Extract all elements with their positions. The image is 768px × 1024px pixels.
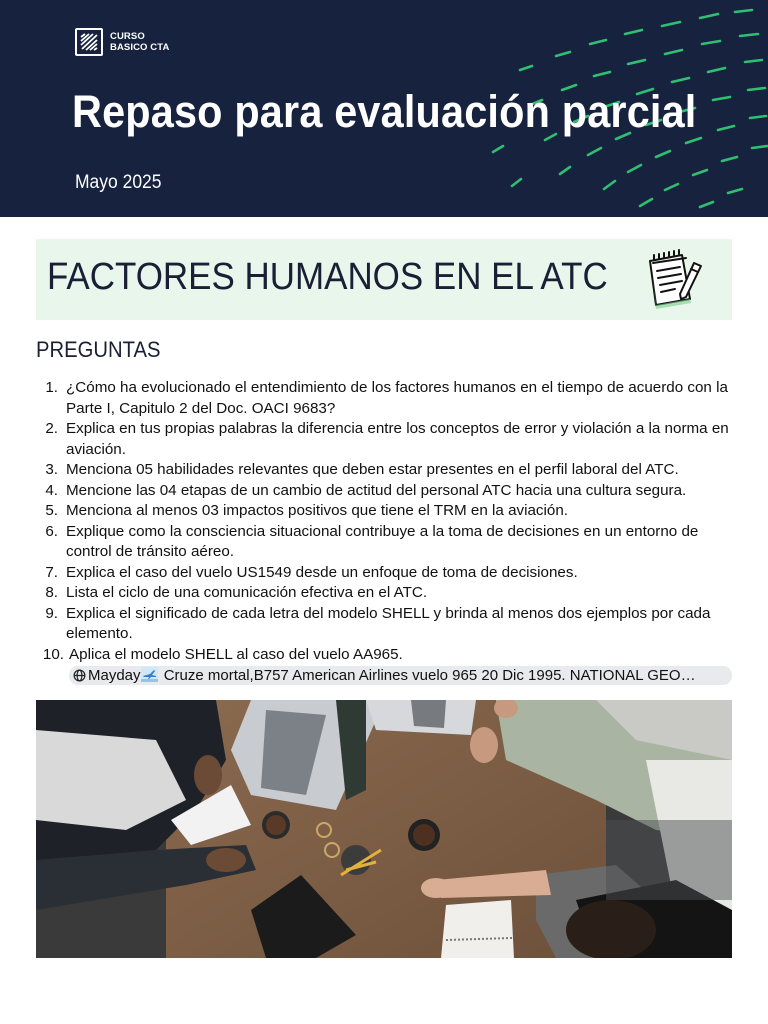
item-number: 2.: [45, 420, 58, 437]
list-item: [36, 419, 736, 460]
list-item: [36, 645, 736, 666]
item-number: 6.: [45, 522, 58, 540]
globe-icon: [73, 669, 86, 682]
list-item: [36, 522, 736, 563]
item-number: 4.: [45, 481, 58, 499]
list-item: [36, 378, 736, 419]
item-text: Explique como la consciencia situacional contribuye a la toma de decisiones en un entorno de control de tránsito aéreo.: [66, 522, 699, 560]
item-text: Explica el caso del vuelo US1549 desde un enfoque de toma de decisiones.: [66, 563, 578, 581]
questions-heading: PREGUNTAS: [36, 337, 161, 362]
list-item: [36, 460, 736, 481]
list-item: [36, 604, 736, 645]
item-text: Mencione las 04 etapas de un cambio de actitud del personal ATC hacia una cultura segura.: [66, 481, 687, 499]
link-text-mayday[interactable]: Mayday: [88, 667, 141, 684]
item-text: Lista el ciclo de una comunicación efectiva en el ATC.: [66, 584, 428, 601]
meeting-table-photo: [36, 700, 732, 958]
item-number: 9.: [45, 604, 58, 622]
airplane-emoji-icon: [141, 667, 158, 682]
video-link-chip[interactable]: [69, 666, 732, 685]
item-number: 3.: [45, 461, 58, 478]
logo-line-2: BASICO CTA: [110, 42, 170, 53]
section-banner: [36, 239, 732, 320]
item-number: 10.: [42, 645, 64, 663]
section-title: FACTORES HUMANOS EN EL ATC: [47, 256, 608, 298]
item-text: Menciona al menos 03 impactos positivos que tiene el TRM en la aviación.: [66, 502, 569, 519]
list-item: [36, 481, 736, 502]
link-text-rest[interactable]: Cruze mortal,B757 American Airlines vuelo 965 20 Dic 1995. NATIONAL GEO…: [159, 667, 696, 684]
list-item: [36, 501, 736, 522]
list-item: [36, 563, 736, 584]
item-text: ¿Cómo ha evolucionado el entendimiento de los factores humanos en el tiempo de acuerdo con la Parte I, Capitulo 2 del Doc. OACI 9683?: [66, 379, 728, 417]
logo-text: [110, 31, 169, 53]
logo-line-1: CURSO: [110, 31, 145, 42]
list-item: [36, 583, 736, 604]
header-banner: [0, 0, 768, 217]
item-number: 1.: [45, 379, 58, 396]
page-title: Repaso para evaluación parcial: [72, 86, 697, 137]
notepad-pencil-icon: [642, 249, 708, 311]
course-logo: [75, 28, 169, 56]
item-text: Explica en tus propias palabras la diferencia entre los conceptos de error y violación a la norma en aviación.: [66, 420, 729, 458]
questions-list: [36, 378, 736, 665]
item-number: 5.: [45, 502, 58, 519]
item-text: Menciona 05 habilidades relevantes que deben estar presentes en el perfil laboral del ATC.: [66, 461, 679, 478]
item-number: 8.: [45, 584, 58, 601]
item-text: Aplica el modelo SHELL al caso del vuelo AA965.: [69, 645, 403, 663]
logo-mark-icon: [75, 28, 103, 56]
item-number: 7.: [45, 563, 58, 581]
date-label: Mayo 2025: [75, 172, 162, 193]
item-text: Explica el significado de cada letra del modelo SHELL y brinda al menos dos ejemplos por cada elemento.: [66, 604, 711, 642]
